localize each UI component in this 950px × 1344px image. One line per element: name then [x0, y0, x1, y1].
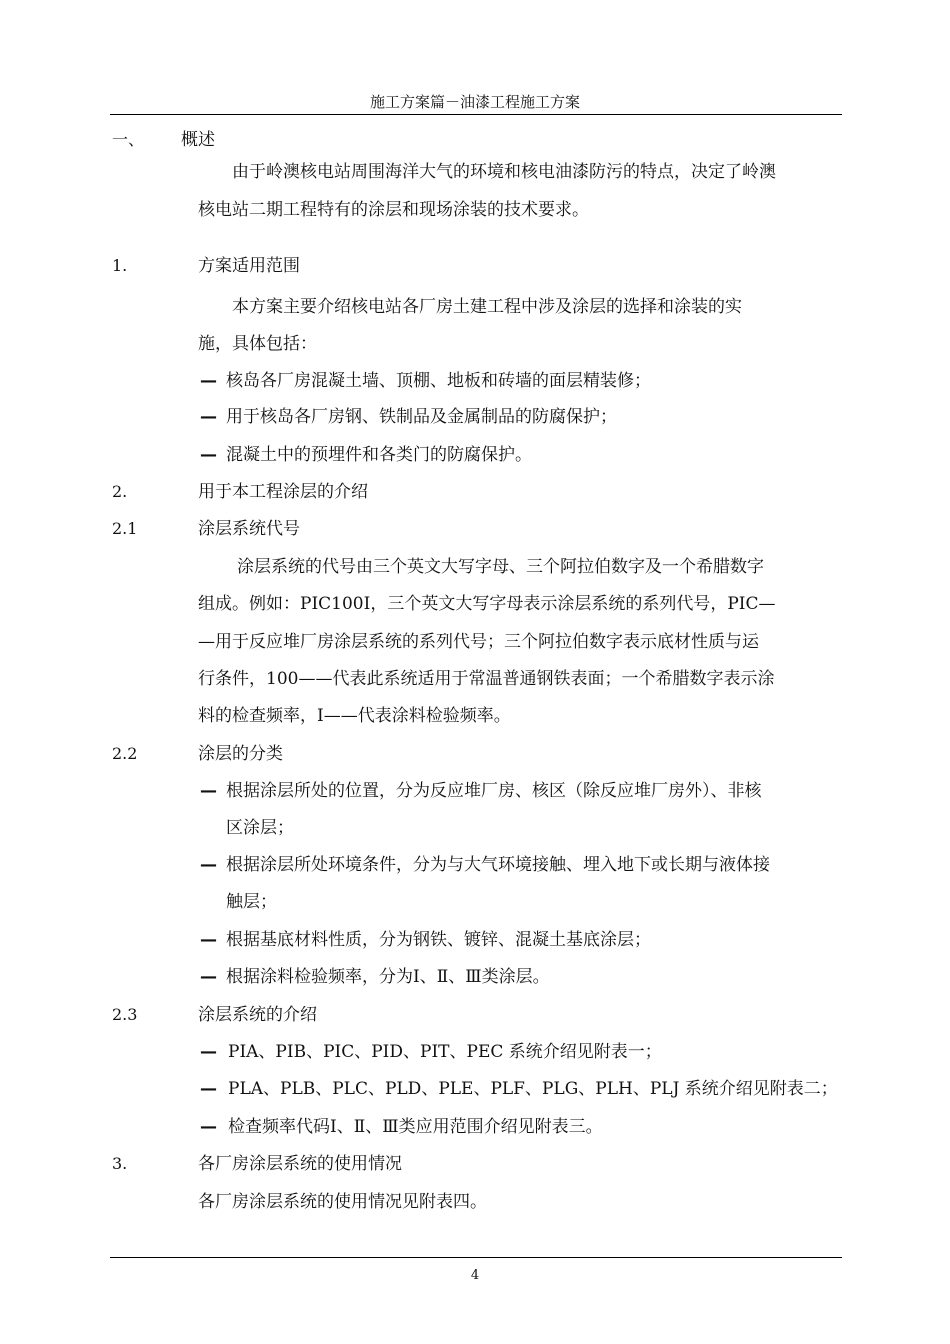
dash-bullet-icon: — [200, 407, 217, 427]
paragraph-line: 施，具体包括： [198, 334, 317, 354]
list-item: 根据涂层所处环境条件，分为与大气环境接触、埋入地下或长期与液体接 [226, 855, 770, 875]
list-item: 混凝土中的预埋件和各类门的防腐保护。 [226, 445, 532, 465]
list-item: 根据涂层所处的位置，分为反应堆厂房、核区（除反应堆厂房外）、非核 [226, 781, 762, 801]
section-title: 方案适用范围 [198, 256, 300, 276]
dash-bullet-icon: — [200, 930, 217, 950]
list-item: 根据基底材料性质，分为钢铁、镀锌、混凝土基底涂层； [226, 930, 651, 950]
section-number: 2.2 [112, 744, 138, 763]
header-title: 施工方案篇－油漆工程施工方案 [369, 93, 580, 111]
list-item: 根据涂料检验频率，分为Ⅰ、Ⅱ、Ⅲ类涂层。 [226, 967, 550, 987]
section-number: 2.1 [112, 519, 138, 538]
paragraph-line: 涂层系统的代号由三个英文大写字母、三个阿拉伯数字及一个希腊数字 [237, 557, 764, 577]
section-number: 1. [112, 256, 128, 275]
list-item: 核岛各厂房混凝土墙、顶棚、地板和砖墙的面层精装修； [226, 371, 651, 391]
section-number: 一、 [112, 130, 145, 149]
dash-bullet-icon: — [200, 1042, 217, 1062]
section-number: 2. [112, 482, 128, 501]
header-rule [110, 114, 842, 115]
section-title: 概述 [181, 130, 215, 150]
paragraph-line: 各厂房涂层系统的使用情况见附表四。 [198, 1192, 487, 1212]
footer-rule [110, 1257, 842, 1258]
dash-bullet-icon: — [200, 371, 217, 391]
list-item: PLA、PLB、PLC、PLD、PLE、PLF、PLG、PLH、PLJ 系统介绍见附表二； [228, 1079, 838, 1099]
section-title: 涂层系统代号 [198, 519, 300, 539]
paragraph-line: 本方案主要介绍核电站各厂房土建工程中涉及涂层的选择和涂装的实 [232, 297, 742, 317]
section-title: 各厂房涂层系统的使用情况 [198, 1154, 402, 1174]
list-item: 用于核岛各厂房钢、铁制品及金属制品的防腐保护； [226, 407, 617, 427]
dash-bullet-icon: — [200, 967, 217, 987]
dash-bullet-icon: — [200, 1117, 217, 1137]
list-item-continuation: 触层； [226, 892, 277, 912]
paragraph-line: 行条件，100——代表此系统适用于常温普通钢铁表面；一个希腊数字表示涂 [198, 669, 775, 689]
dash-bullet-icon: — [200, 781, 217, 801]
list-item: 检查频率代码Ⅰ、Ⅱ、Ⅲ类应用范围介绍见附表三。 [228, 1117, 603, 1137]
section-title: 涂层系统的介绍 [198, 1005, 317, 1025]
paragraph-line: 核电站二期工程特有的涂层和现场涂装的技术要求。 [198, 200, 589, 220]
dash-bullet-icon: — [200, 1079, 217, 1099]
list-item: PIA、PIB、PIC、PID、PIT、PEC 系统介绍见附表一； [228, 1042, 662, 1062]
section-title: 用于本工程涂层的介绍 [198, 482, 368, 502]
section-number: 2.3 [112, 1005, 138, 1024]
paragraph-line: 组成。例如：PIC100I，三个英文大写字母表示涂层系统的系列代号，PIC— [198, 594, 776, 614]
section-title: 涂层的分类 [198, 744, 283, 764]
dash-bullet-icon: — [200, 855, 217, 875]
paragraph-line: 由于岭澳核电站周围海洋大气的环境和核电油漆防污的特点，决定了岭澳 [232, 162, 776, 182]
section-number: 3. [112, 1154, 128, 1173]
paragraph-line: 料的检查频率，I——代表涂料检验频率。 [198, 706, 511, 726]
paragraph-line: —用于反应堆厂房涂层系统的系列代号；三个阿拉伯数字表示底材性质与运 [198, 632, 759, 652]
dash-bullet-icon: — [200, 445, 217, 465]
list-item-continuation: 区涂层； [226, 818, 294, 838]
page-number: 4 [470, 1268, 480, 1283]
